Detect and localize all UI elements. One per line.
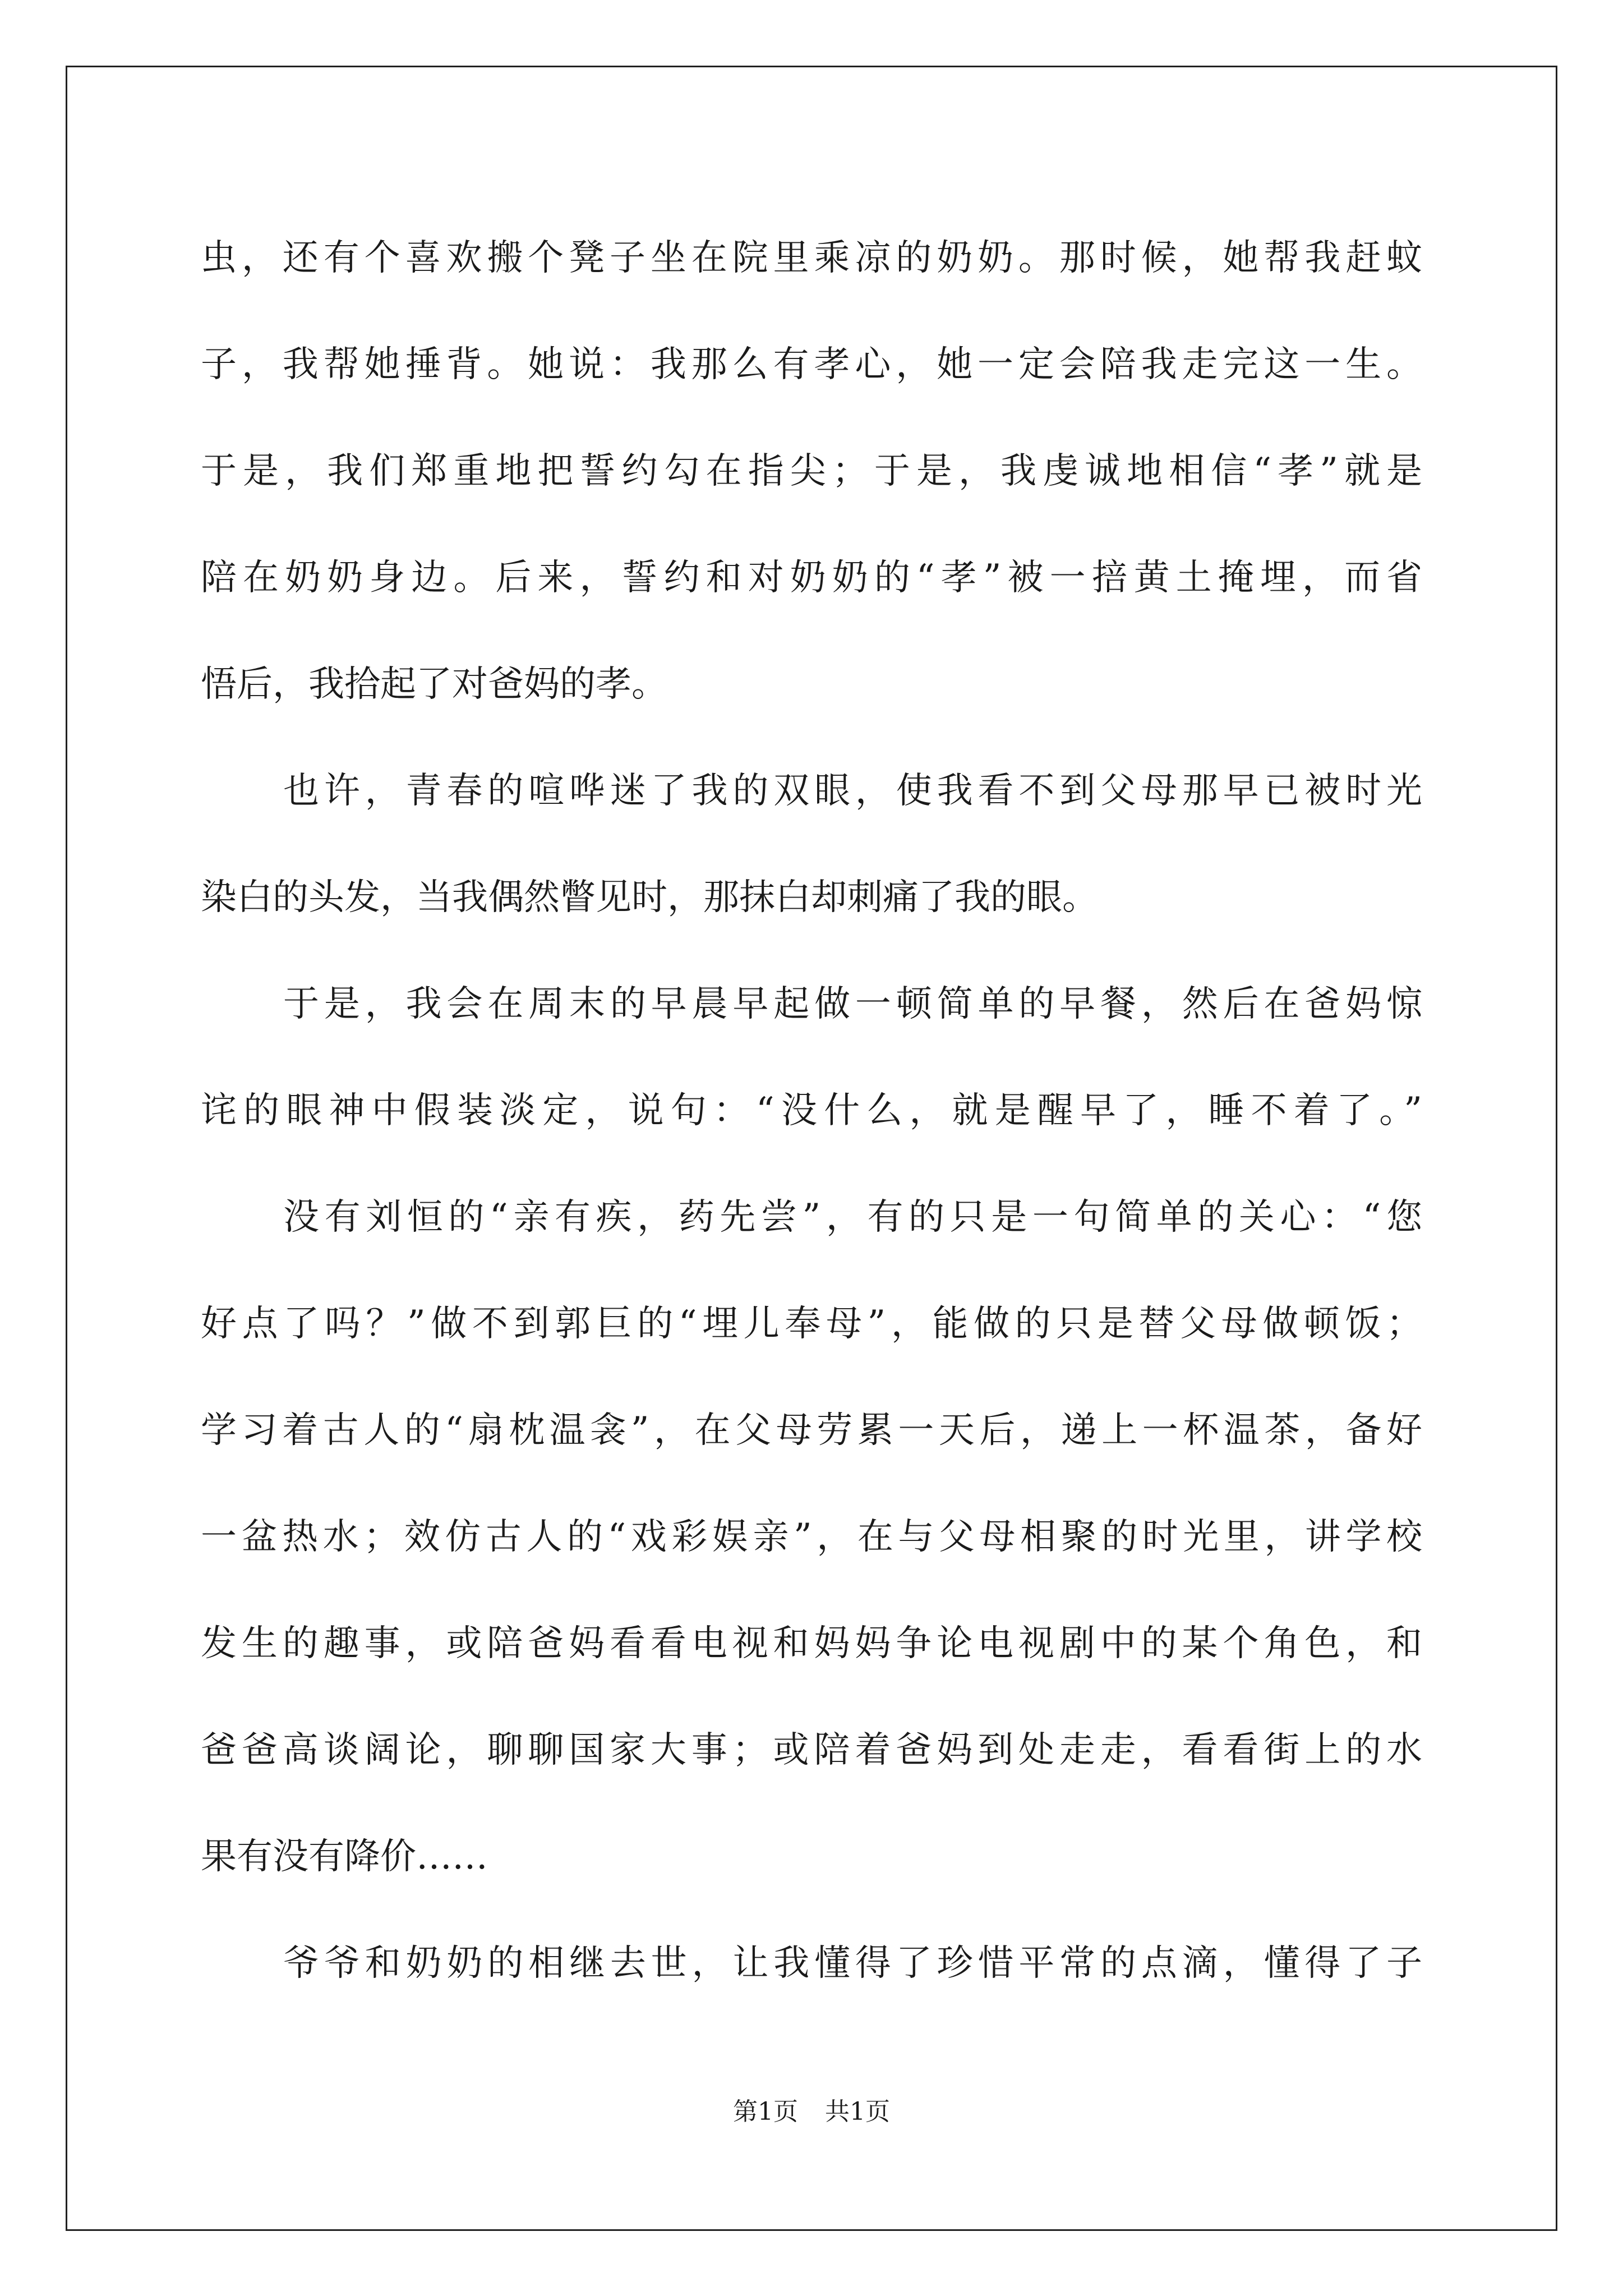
text-line: 悟后，我拾起了对爸妈的孝。 bbox=[201, 664, 667, 705]
text-line: 诧的眼神中假装淡定，说句：“没什么，就是醒早了，睡不着了。” bbox=[201, 1090, 1422, 1131]
text-line: 果有没有降价…… bbox=[201, 1836, 488, 1878]
text-line: 子，我帮她捶背。她说：我那么有孝心，她一定会陪我走完这一生。 bbox=[201, 344, 1422, 385]
text-line: 染白的头发，当我偶然瞥见时，那抹白却刺痛了我的眼。 bbox=[201, 877, 1098, 918]
text-line: 好点了吗？”做不到郭巨的“埋儿奉母”，能做的只是替父母做顿饭； bbox=[201, 1303, 1422, 1345]
document-body bbox=[201, 216, 1422, 2028]
text-line: 陪在奶奶身边。后来，誓约和对奶奶的“孝”被一掊黄土掩埋，而省 bbox=[201, 557, 1422, 599]
text-line: 于是，我们郑重地把誓约勾在指尖；于是，我虔诚地相信“孝”就是 bbox=[201, 450, 1422, 492]
text-line: 爸爸高谈阔论，聊聊国家大事；或陪着爸妈到处走走，看看街上的水 bbox=[201, 1729, 1422, 1771]
page-number: 第1页 bbox=[733, 2097, 798, 2126]
text-line: 没有刘恒的“亲有疾，药先尝”，有的只是一句简单的关心：“您 bbox=[283, 1197, 1422, 1238]
page-total: 共1页 bbox=[825, 2097, 890, 2126]
text-line: 爷爷和奶奶的相继去世，让我懂得了珍惜平常的点滴，懂得了子 bbox=[283, 1943, 1422, 1984]
page-footer bbox=[0, 2095, 1623, 2129]
text-line: 虫，还有个喜欢搬个凳子坐在院里乘凉的奶奶。那时候，她帮我赶蚊 bbox=[201, 237, 1422, 279]
text-line: 发生的趣事，或陪爸妈看看电视和妈妈争论电视剧中的某个角色，和 bbox=[201, 1623, 1422, 1664]
text-line: 学习着古人的“扇枕温衾”，在父母劳累一天后，递上一杯温茶，备好 bbox=[201, 1410, 1422, 1451]
text-line: 于是，我会在周末的早晨早起做一顿简单的早餐，然后在爸妈惊 bbox=[283, 983, 1422, 1025]
text-line: 也许，青春的喧哗迷了我的双眼，使我看不到父母那早已被时光 bbox=[283, 770, 1422, 812]
text-line: 一盆热水；效仿古人的“戏彩娱亲”，在与父母相聚的时光里，讲学校 bbox=[201, 1516, 1422, 1558]
